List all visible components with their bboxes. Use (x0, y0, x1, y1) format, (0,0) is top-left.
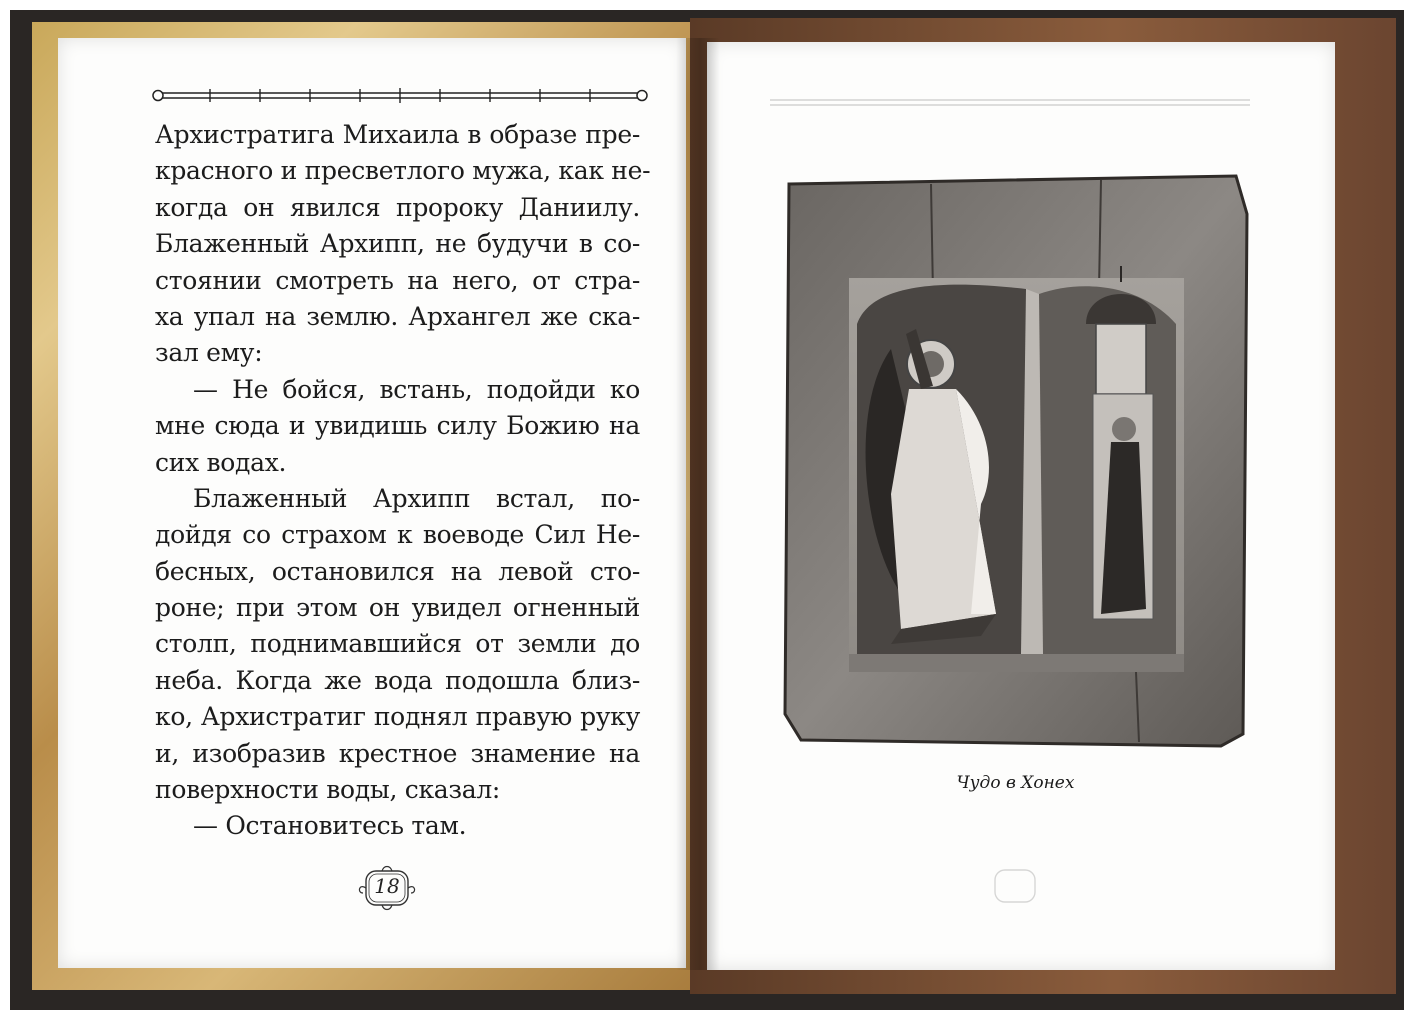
text-line: бесных, остановился на левой сто- (155, 556, 640, 586)
text-line: столп, поднимавшийся от земли до (155, 629, 640, 659)
text-line: неба. Когда же вода подошла близ- (155, 665, 640, 695)
text-line: когда он явился пророку Даниилу. (155, 192, 640, 222)
ornament-rule-icon (150, 85, 650, 107)
text-line: мне сюда и увидишь силу Божию на (155, 411, 640, 441)
text-line: красного и пресветлого мужа, как не- (155, 156, 651, 186)
page-number (354, 863, 420, 913)
text-line: и, изобразив крестное знамение на (155, 738, 640, 768)
text-line: — Остановитесь там. (193, 811, 467, 841)
body-text (155, 117, 651, 845)
text-line: Блаженный Архипп, не будучи в со- (155, 229, 640, 259)
page-number-value: 18 (374, 874, 400, 898)
show-through-page-number-icon (985, 862, 1045, 910)
text-line: — Не бойся, встань, подойди ко (193, 374, 640, 404)
text-line: поверхности воды, сказал: (155, 775, 501, 805)
text-line: Архистратига Михаила в образе пре- (155, 120, 640, 149)
book-gutter (676, 38, 720, 970)
text-line: Блаженный Архипп встал, по- (193, 483, 640, 513)
text-line: дойдя со страхом к воеводе Сил Не- (155, 520, 640, 550)
show-through-rule-icon (760, 92, 1260, 112)
text-line: стоянии смотреть на него, от стра- (155, 265, 640, 295)
text-line: сих водах. (155, 447, 287, 477)
text-line: зал ему: (155, 338, 263, 368)
text-line: ко, Архистратиг поднял правую руку (155, 702, 640, 732)
illustration-caption: Чудо в Хонех (956, 773, 1075, 793)
text-line: роне; при этом он увидел огненный (155, 593, 640, 623)
archangel-michael-icon (781, 174, 1250, 748)
text-line: ха упал на землю. Архангел же ска- (155, 301, 640, 331)
